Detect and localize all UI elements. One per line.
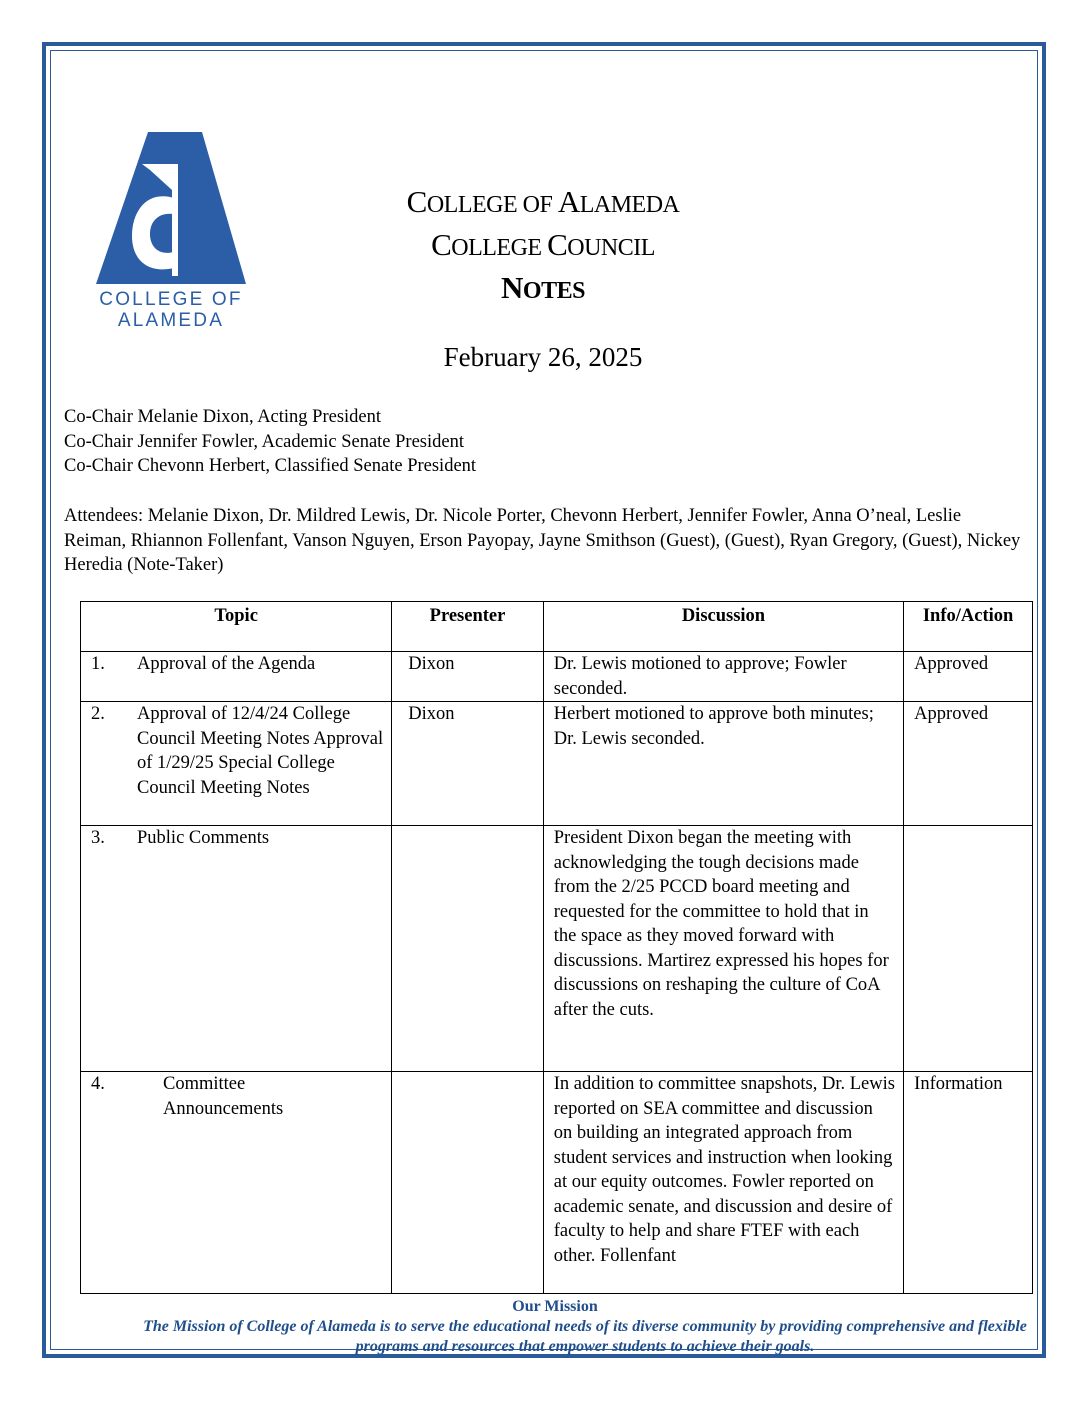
row-discussion: In addition to committee snapshots, Dr. Lewis reported on SEA committee and discussion on building an integrated approach from student services and instruction when looking at our equity outcomes. Fowler reported on academic senate, and discussion and desire of faculty to help and share FTEF with each other. Follenfant (543, 1072, 903, 1294)
table-row (81, 652, 1033, 702)
title-line-college (300, 182, 786, 225)
co-chair-line: Co-Chair Chevonn Herbert, Classified Senate President (64, 456, 477, 476)
title-line-council (300, 225, 786, 268)
title-smallcaps: OUNCIL (567, 235, 655, 261)
row-discussion: Dr. Lewis motioned to approve; Fowler seconded. (543, 652, 903, 702)
row-info-action (904, 826, 1033, 1072)
header-topic: Topic (81, 602, 392, 652)
topic-cell (81, 1072, 392, 1294)
topic-cell (81, 652, 392, 702)
title-smallcaps: OLLEGE (451, 235, 548, 261)
header-info-action: Info/Action (904, 602, 1033, 652)
table-row (81, 702, 1033, 826)
row-info-action: Approved (904, 652, 1033, 702)
row-info-action: Information (904, 1072, 1033, 1294)
title-smallcaps: OLLEGE OF (426, 192, 558, 218)
row-topic: Committee Announcements (163, 1074, 284, 1119)
topic-cell (81, 826, 392, 1072)
row-number: 1. (91, 654, 105, 674)
topic-cell (81, 702, 392, 826)
title-cap: N (501, 270, 523, 305)
row-number: 3. (91, 828, 105, 848)
title-cap: C (431, 227, 452, 262)
row-presenter (392, 826, 543, 1072)
mission-title: Our Mission (512, 1298, 598, 1315)
row-presenter: Dixon (392, 652, 543, 702)
title-cap: C (547, 227, 568, 262)
header-discussion: Discussion (543, 602, 903, 652)
row-number: 4. (91, 1074, 105, 1094)
attendees-paragraph: Attendees: Melanie Dixon, Dr. Mildred Lewis, Dr. Nicole Porter, Chevonn Herbert, Jennifer Fowler, Anna O’neal, Leslie Reiman, Rhiannon Follenfant, Vanson Nguyen, Erson Payopay, Jayne Smithson (Guest), (Guest), Ryan Gregory, (Guest), Nickey Heredia (Note-Taker) (64, 506, 1021, 575)
document-title (300, 182, 786, 311)
co-chairs-list (64, 405, 1024, 479)
row-topic: Approval of the Agenda (137, 654, 316, 674)
row-topic: Public Comments (137, 828, 270, 848)
logo-text-line2: ALAMEDA (117, 310, 225, 331)
row-discussion: President Dixon began the meeting with acknowledging the tough decisions made from the 2/25 PCCD board meeting and requested for the committee to hold that in the space as they moved forward with discussions. Martirez expressed his hopes for discussions on reshaping the culture of CoA after the cuts. (543, 826, 903, 1072)
row-presenter: Dixon (392, 702, 543, 826)
table-header-row (81, 602, 1033, 652)
table-row (81, 1072, 1033, 1294)
row-topic: Approval of 12/4/24 College Council Meeting Notes Approval of 1/29/25 Special College Council Meeting Notes (137, 704, 384, 798)
logo-text-line1: COLLEGE OF (99, 289, 243, 310)
logo-wordmark (88, 289, 254, 331)
row-discussion: Herbert motioned to approve both minutes; Dr. Lewis seconded. (543, 702, 903, 826)
co-chair-line: Co-Chair Melanie Dixon, Acting President (64, 407, 382, 427)
meeting-notes-table (80, 601, 1033, 1294)
co-chair-line: Co-Chair Jennifer Fowler, Academic Senate President (64, 431, 464, 452)
title-cap: A (557, 184, 580, 219)
header-presenter: Presenter (392, 602, 543, 652)
row-info-action: Approved (904, 702, 1033, 826)
row-presenter (392, 1072, 543, 1294)
title-line-notes (300, 268, 786, 311)
row-number: 2. (91, 704, 105, 724)
title-smallcaps: LAMEDA (579, 192, 680, 218)
table-row (81, 826, 1033, 1072)
mission-statement: The Mission of College of Alameda is to serve the educational needs of its diverse community by providing comprehensive and flexible programs and resources that empower students to achieve their goals. (143, 1318, 1027, 1355)
title-cap: C (406, 184, 427, 219)
meeting-date: February 26, 2025 (443, 342, 643, 372)
title-smallcaps: OTES (522, 278, 585, 304)
mission-footer (80, 1297, 1030, 1357)
